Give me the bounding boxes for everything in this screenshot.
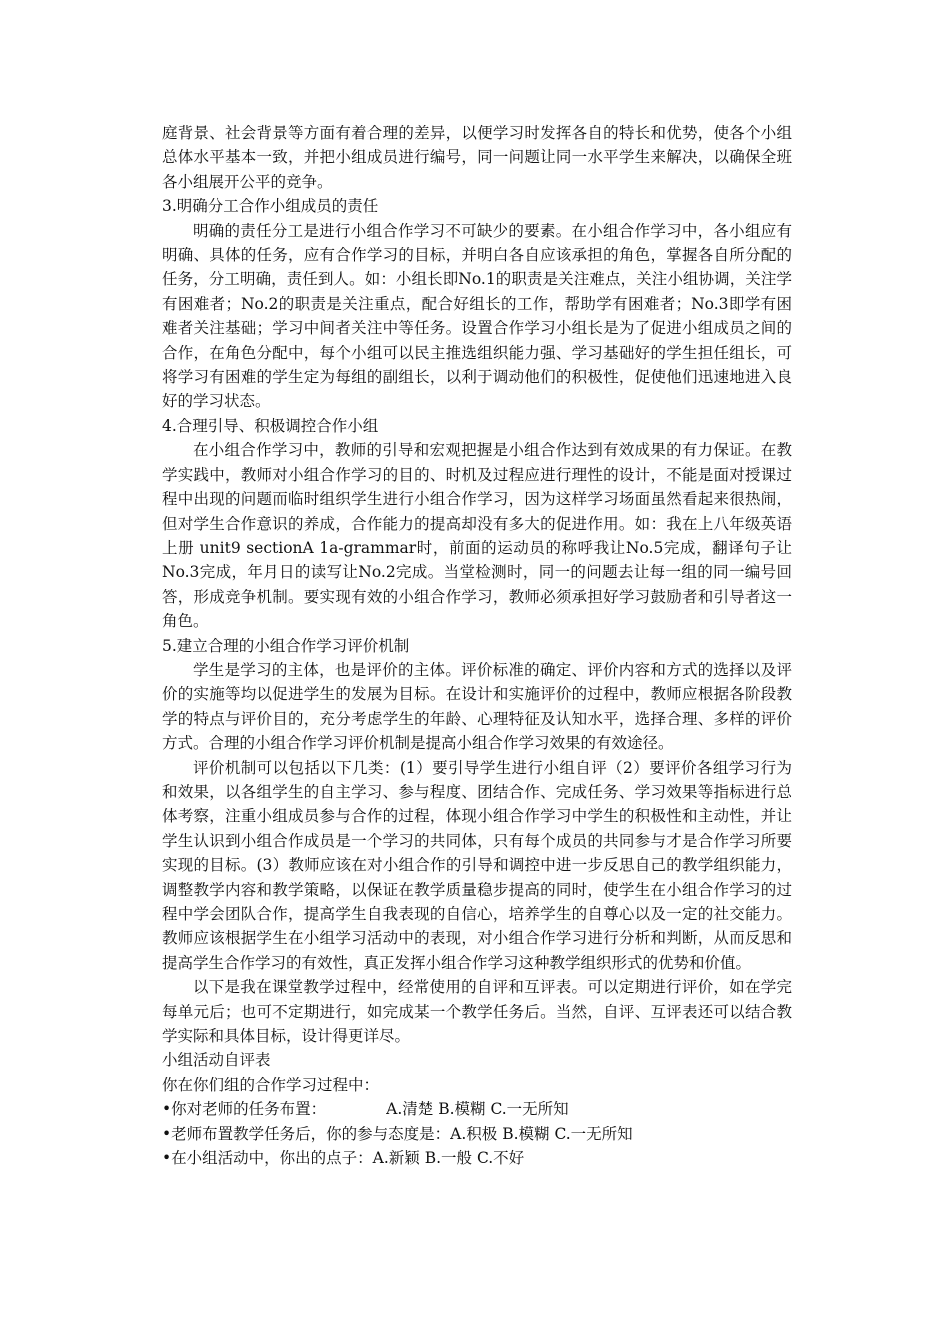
form-intro: 你在你们组的合作学习过程中： bbox=[162, 1075, 380, 1094]
document-body bbox=[162, 121, 792, 1170]
form-item-question: •你对老师的任务布置： bbox=[162, 1100, 327, 1119]
paragraph-self-assessment-intro: 以下是我在课堂教学过程中，经常使用的自评和互评表。可以定期进行评价，如在学完每单元后；也可不定期进行，如完成某一个教学任务后。当然，自评、互评表还可以结合教学实际和具体目标，设计得更详尽。 bbox=[162, 978, 792, 1046]
form-item-question: •在小组活动中，你出的点子： bbox=[162, 1149, 373, 1168]
paragraph-evaluation-intro: 学生是学习的主体，也是评价的主体。评价标准的确定、评价内容和方式的选择以及评价的实施等均以促进学生的发展为目标。在设计和实施评价的过程中，教师应根据各阶段教学的特点与评价目的，充分考虑学生的年龄、心理特征及认知水平，选择合理、多样的评价方式。合理的小组合作学习评价机制是提高小组合作学习效果的有效途径。 bbox=[162, 660, 792, 753]
section-heading-4: 4.合理引导、积极调控合作小组 bbox=[162, 416, 379, 435]
section-heading-5: 5.建立合理的小组合作学习评价机制 bbox=[162, 636, 410, 655]
form-item-options: A.积极 B.模糊 C.一无所知 bbox=[450, 1124, 633, 1143]
paragraph-continuation: 庭背景、社会背景等方面有着合理的差异，以便学习时发挥各自的特长和优势，使各个小组总体水平基本一致，并把小组成员进行编号，同一问题让同一水平学生来解决，以确保全班各小组展开公平的竞争。 bbox=[162, 124, 792, 191]
form-item bbox=[162, 1097, 792, 1121]
form-title: 小组活动自评表 bbox=[162, 1051, 271, 1070]
paragraph-evaluation-mechanism: 评价机制可以包括以下几类：(1）要引导学生进行小组自评（2）要评价各组学习行为和效果，以各组学生的自主学习、参与程度、团结合作、完成任务、学习效果等指标进行总体考察，注重小组成员参与合作的过程，体现小组合作学习中学生的积极性和主动性，并让学生认识到小组合作成员是一个学习的共同体，只有每个成员的共同参与才是合作学习所要实现的目标。(3）教师应该在对小组合作的引导和调控中进一步反思自己的教学组织能力，调整教学内容和教学策略，以保证在教学质量稳步提高的同时，使学生在小组合作学习的过程中学会团队合作，提高学生自我表现的自信心，培养学生的自尊心以及一定的社交能力。教师应该根据学生在小组学习活动中的表现，对小组合作学习进行分析和判断，从而反思和提高学生合作学习的有效性，真正发挥小组合作学习这种教学组织形式的优势和价值。 bbox=[162, 758, 792, 972]
section-heading-3: 3.明确分工合作小组成员的责任 bbox=[162, 197, 379, 216]
form-item-question: •老师布置教学任务后，你的参与态度是： bbox=[162, 1124, 451, 1143]
form-item-options: A.新颖 B.一般 C.不好 bbox=[372, 1149, 525, 1168]
form-item-options: A.清楚 B.模糊 C.一无所知 bbox=[386, 1100, 569, 1119]
form-item bbox=[162, 1146, 792, 1170]
form-item bbox=[162, 1122, 792, 1146]
paragraph-guidance: 在小组合作学习中，教师的引导和宏观把握是小组合作达到有效成果的有力保证。在教学实践中，教师对小组合作学习的目的、时机及过程应进行理性的设计，不能是面对授课过程中出现的问题而临时组织学生进行小组合作学习，因为这样学习场面虽然看起来很热闹，但对学生合作意识的养成，合作能力的提高却没有多大的促进作用。如：我在上八年级英语上册 unit9 sectionA 1a-grammar时，前面的运动员的称呼我让No.5完成，翻译句子让No.3完成，年月日的读写让No.2完成。当堂检测时，同一的问题去让每一组的同一编号回答，形成竞争机制。要实现有效的小组合作学习，教师必须承担好学习鼓励者和引导者这一角色。 bbox=[162, 441, 792, 631]
paragraph-responsibility: 明确的责任分工是进行小组合作学习不可缺少的要素。在小组合作学习中，各小组应有明确、具体的任务，应有合作学习的目标，并明白各自应该承担的角色，掌握各自所分配的任务，分工明确，责任到人。如：小组长即No.1的职责是关注难点，关注小组协调，关注学有困难者；No.2的职责是关注重点，配合好组长的工作，帮助学有困难者；No.3即学有困难者关注基础；学习中间者关注中等任务。设置合作学习小组长是为了促进小组成员之间的合作，在角色分配中，每个小组可以民主推选组织能力强、学习基础好的学生担任组长，可将学习有困难的学生定为每组的副组长，以利于调动他们的积极性，促使他们迅速地进入良好的学习状态。 bbox=[162, 221, 792, 411]
